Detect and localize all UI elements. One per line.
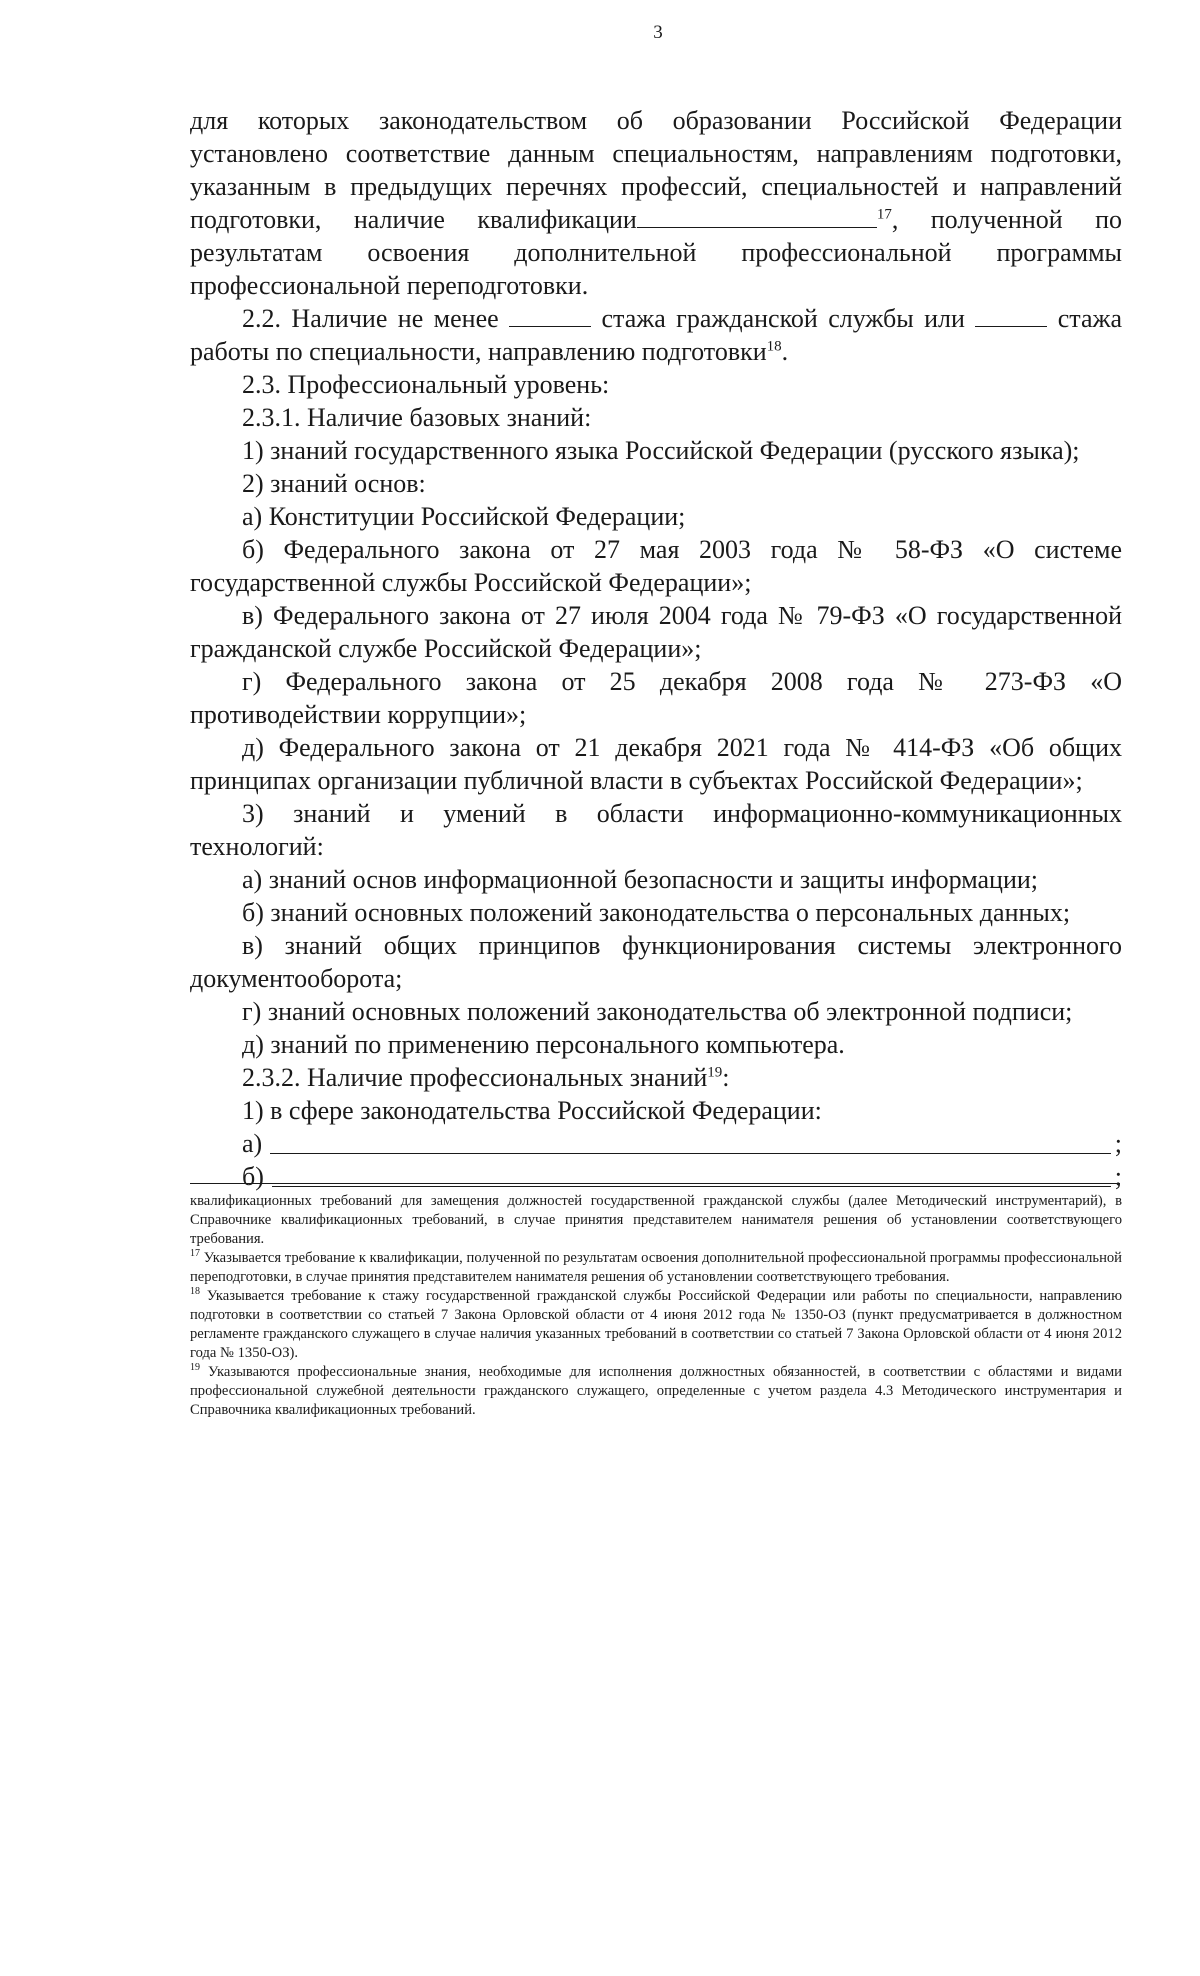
list-item: б) знаний основных положений законодательства о персональных данных; bbox=[242, 898, 1071, 927]
footnote-separator bbox=[190, 1183, 1120, 1184]
section-heading: 2.3. Профессиональный уровень: bbox=[242, 370, 610, 399]
footnote-ref-18: 18 bbox=[766, 338, 782, 355]
list-item: д) Федерального закона от 21 декабря 2021 года № 414-ФЗ «Об общих принципах организации публичной власти в субъектах Российской Федерации»; bbox=[190, 733, 1122, 795]
fill-in-line-a bbox=[190, 1127, 1122, 1160]
fill-label: б) bbox=[242, 1162, 264, 1191]
list-item: в) знаний общих принципов функционирования системы электронного документооборота; bbox=[190, 931, 1122, 993]
footnote-text: Указывается требование к стажу государственной гражданской службы Российской Федерации или работы по специальности, направлению подготовки в соответствии со статьей 7 Закона Орловской области от 4 июня 2012 года № 1350-ОЗ (пункт предусматривается в должностном регламенте гражданского служащего в случае наличия указанных требований в соответствии со статьей 7 Закона Орловской области от 4 июня 2012 года № 1350-ОЗ). bbox=[190, 1288, 1122, 1361]
qualification-blank-line bbox=[637, 205, 877, 228]
section-heading: 2.3.1. Наличие базовых знаний: bbox=[242, 403, 592, 432]
fill-blank-line bbox=[270, 1153, 1111, 1154]
list-item: г) знаний основных положений законодательства об электронной подписи; bbox=[242, 997, 1073, 1026]
list-item: 3) знаний и умений в области информационно-коммуникационных технологий: bbox=[190, 799, 1122, 861]
list-item: б) Федерального закона от 27 мая 2003 года № 58-ФЗ «О системе государственной службы Российской Федерации»; bbox=[190, 535, 1122, 597]
paragraph-text: : bbox=[722, 1063, 730, 1092]
fill-in-line-b bbox=[190, 1160, 1122, 1193]
fill-end: ; bbox=[1114, 1129, 1122, 1158]
list-item: д) знаний по применению персонального компьютера. bbox=[242, 1030, 845, 1059]
list-item: г) Федерального закона от 25 декабря 2008 года № 273-ФЗ «О противодействии коррупции»; bbox=[190, 667, 1122, 729]
footnote-ref-17: 17 bbox=[876, 206, 892, 223]
footnote-ref-19: 19 bbox=[707, 1064, 723, 1081]
footnote-number: 19 bbox=[190, 1362, 200, 1374]
footnote-number: 18 bbox=[190, 1286, 200, 1298]
footnote-18 bbox=[190, 1287, 1122, 1363]
footnotes bbox=[190, 1192, 1122, 1420]
list-item: 1) в сфере законодательства Российской Федерации: bbox=[242, 1096, 822, 1125]
list-item: а) знаний основ информационной безопасности и защиты информации; bbox=[242, 865, 1038, 894]
paragraph-qualification bbox=[190, 104, 1122, 302]
list-item: 2) знаний основ: bbox=[242, 469, 426, 498]
list-item: 1) знаний государственного языка Российской Федерации (русского языка); bbox=[242, 436, 1080, 465]
footnote-number: 17 bbox=[190, 1248, 200, 1260]
footnote-continuation: квалификационных требований для замещения должностей государственной гражданской службы (далее Методический инструментарий), в Справочнике квалификационных требований, в случае принятия представителем нанимателя решения об установлении соответствующего требования. bbox=[190, 1193, 1122, 1247]
paragraph-text: стажа работы по специальности, направлению подготовки bbox=[190, 304, 1123, 366]
paragraph-experience bbox=[190, 302, 1122, 368]
page-number: 3 bbox=[653, 22, 663, 43]
list-item: а) Конституции Российской Федерации; bbox=[242, 502, 686, 531]
fill-label: а) bbox=[242, 1129, 263, 1158]
section-heading bbox=[190, 1061, 1122, 1094]
experience-blank-line bbox=[509, 304, 591, 327]
paragraph-text: , полученной по результатам освоения дополнительной профессиональной программы профессиональной переподготовки. bbox=[190, 205, 1122, 300]
footnote-19 bbox=[190, 1363, 1122, 1420]
fill-end: ; bbox=[1114, 1162, 1122, 1191]
paragraph-text: . bbox=[781, 337, 789, 366]
document-body bbox=[190, 104, 1122, 1193]
footnote-17 bbox=[190, 1249, 1122, 1287]
paragraph-text: 2.3.2. Наличие профессиональных знаний bbox=[242, 1063, 708, 1092]
footnote-text: Указываются профессиональные знания, необходимые для исполнения должностных обязанностей, в соответствии с областями и видами профессиональной служебной деятельности гражданского служащего, определенные с учетом раздела 4.3 Методического инструментария и Справочника квалификационных требований. bbox=[190, 1364, 1122, 1418]
paragraph-text: 2.2. Наличие не менее bbox=[242, 304, 499, 333]
fill-blank-line bbox=[272, 1186, 1111, 1187]
list-item: в) Федерального закона от 27 июля 2004 года № 79-ФЗ «О государственной гражданской службе Российской Федерации»; bbox=[190, 601, 1122, 663]
paragraph-text: стажа гражданской службы или bbox=[601, 304, 965, 333]
paragraph-text: для которых законодательством об образовании Российской Федерации установлено соответствие данным специальностям, направлениям подготовки, указанным в предыдущих перечнях профессий, специальностей и направлений подготовки, наличие квалификации bbox=[190, 106, 1122, 234]
footnote-text: Указывается требование к квалификации, полученной по результатам освоения дополнительной профессиональной программы профессиональной переподготовки, в случае принятия представителем нанимателя решения об установлении соответствующего требования. bbox=[190, 1250, 1122, 1285]
work-experience-blank-line bbox=[975, 304, 1047, 327]
